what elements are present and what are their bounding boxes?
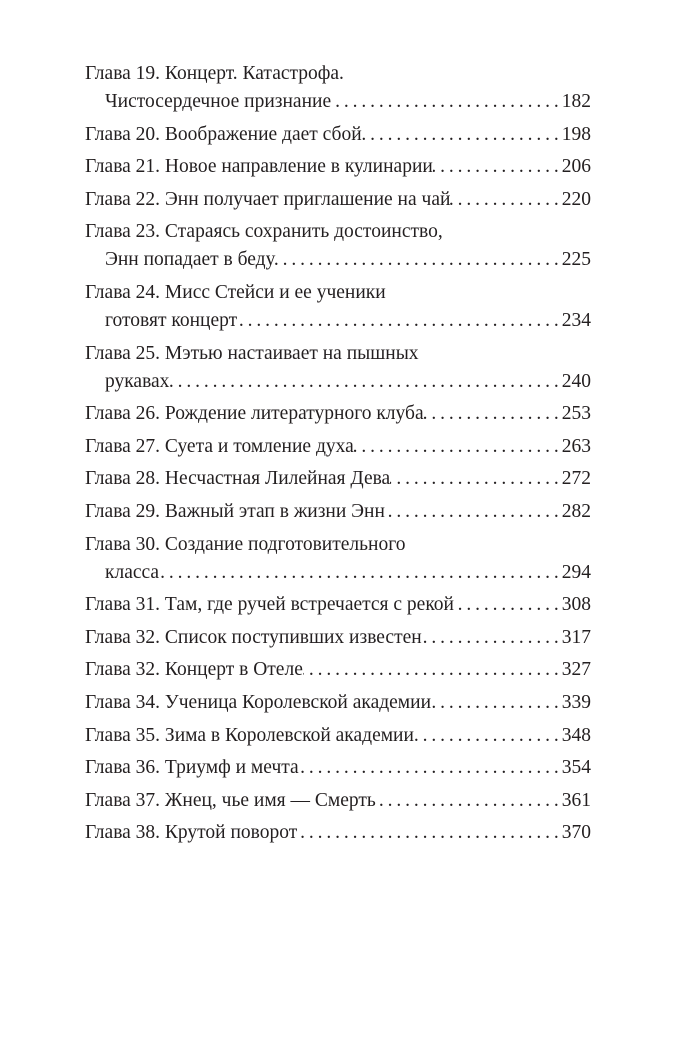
page-number: 361 bbox=[561, 789, 591, 811]
chapter-title: Глава 38. Крутой поворот bbox=[85, 822, 298, 844]
page-number: 198 bbox=[561, 123, 591, 145]
chapter-title: Глава 19. Концерт. Катастрофа. bbox=[85, 63, 344, 84]
toc-entry bbox=[85, 656, 591, 684]
toc-entry-line bbox=[85, 186, 591, 214]
chapter-title: Глава 36. Триумф и мечта bbox=[85, 757, 299, 779]
toc-entry-continuation bbox=[85, 246, 591, 274]
chapter-title: Энн попадает в беду bbox=[105, 249, 276, 271]
chapter-title: Глава 32. Концерт в Отеле bbox=[85, 659, 303, 681]
chapter-title: класса bbox=[105, 561, 160, 583]
toc-entry bbox=[85, 433, 591, 461]
toc-entry-continuation bbox=[85, 88, 591, 116]
chapter-title: Глава 32. Список поступивших известен bbox=[85, 626, 422, 648]
page-number: 282 bbox=[561, 500, 591, 522]
toc-entry bbox=[85, 498, 591, 526]
toc-entry-line bbox=[85, 624, 591, 652]
toc-entry bbox=[85, 279, 591, 335]
toc-entry-line bbox=[85, 121, 591, 149]
dot-leader bbox=[303, 656, 562, 684]
toc-entry-line bbox=[85, 754, 591, 782]
chapter-title: Глава 35. Зима в Королевской академии bbox=[85, 724, 414, 746]
dot-leader bbox=[431, 689, 562, 717]
chapter-title: Глава 24. Мисс Стейси и ее ученики bbox=[85, 281, 386, 303]
toc-entry bbox=[85, 689, 591, 717]
dot-leader bbox=[414, 722, 562, 750]
chapter-title: Чистосердечное признание bbox=[105, 91, 332, 112]
page-number: 348 bbox=[561, 724, 591, 746]
toc-entry-line bbox=[85, 60, 591, 88]
page-number: 339 bbox=[561, 691, 591, 713]
dot-leader bbox=[331, 88, 562, 116]
chapter-title: Глава 27. Суета и томление духа bbox=[85, 435, 354, 457]
page-number: 317 bbox=[561, 626, 591, 648]
toc-entry bbox=[85, 153, 591, 181]
chapter-title: Глава 20. Воображение дает сбой bbox=[85, 123, 362, 145]
toc-entry-line bbox=[85, 722, 591, 750]
chapter-title: Глава 37. Жнец, чье имя — Смерть bbox=[85, 789, 376, 811]
page-number: 308 bbox=[561, 594, 591, 616]
toc-entry-line bbox=[85, 279, 591, 307]
dot-leader bbox=[362, 121, 562, 149]
toc-entry bbox=[85, 218, 591, 274]
dot-leader bbox=[385, 498, 562, 526]
toc-entry-continuation bbox=[85, 559, 591, 587]
toc-entry bbox=[85, 754, 591, 782]
toc-entry bbox=[85, 186, 591, 214]
dot-leader bbox=[376, 787, 562, 815]
chapter-title: рукавах bbox=[105, 370, 170, 392]
toc-entry-line bbox=[85, 656, 591, 684]
dot-leader bbox=[454, 591, 562, 619]
dot-leader bbox=[424, 400, 562, 428]
toc-entry bbox=[85, 787, 591, 815]
chapter-title: Глава 28. Несчастная Лилейная Дева bbox=[85, 468, 391, 490]
toc-entry-line bbox=[85, 433, 591, 461]
toc-entry-continuation bbox=[85, 368, 591, 396]
dot-leader bbox=[433, 153, 562, 181]
page-number: 263 bbox=[561, 435, 591, 457]
toc-entry-line bbox=[85, 689, 591, 717]
dot-leader bbox=[422, 624, 562, 652]
page-number: 370 bbox=[561, 822, 591, 844]
page-number: 234 bbox=[561, 309, 591, 331]
dot-leader bbox=[169, 368, 561, 396]
chapter-title: Глава 23. Стараясь сохранить достоинство, bbox=[85, 221, 443, 243]
toc-entry-line bbox=[85, 787, 591, 815]
dot-leader bbox=[275, 246, 561, 274]
page-number: 354 bbox=[561, 757, 591, 779]
toc-entry bbox=[85, 400, 591, 428]
toc-entry-line bbox=[85, 819, 591, 847]
toc-entry bbox=[85, 60, 591, 116]
toc-entry-line bbox=[85, 400, 591, 428]
dot-leader bbox=[450, 186, 561, 214]
toc-entry-line bbox=[85, 498, 591, 526]
toc-entry-line bbox=[85, 153, 591, 181]
chapter-title: Глава 21. Новое направление в кулинарии bbox=[85, 156, 433, 178]
toc-entry-line bbox=[85, 531, 591, 559]
toc-entry bbox=[85, 340, 591, 396]
page-number: 327 bbox=[561, 659, 591, 681]
toc-entry bbox=[85, 819, 591, 847]
page-number: 294 bbox=[561, 561, 591, 583]
toc-entry bbox=[85, 591, 591, 619]
dot-leader bbox=[299, 754, 562, 782]
toc-entry-line bbox=[85, 340, 591, 368]
chapter-title: Глава 31. Там, где ручей встречается с рекой bbox=[85, 594, 454, 616]
chapter-title: Глава 34. Ученица Королевской академии bbox=[85, 691, 432, 713]
dot-leader bbox=[159, 559, 562, 587]
page-number: 206 bbox=[561, 156, 591, 178]
page-number: 182 bbox=[561, 91, 591, 112]
chapter-title: Глава 30. Создание подготовительного bbox=[85, 533, 406, 555]
chapter-title: готовят концерт bbox=[105, 309, 238, 331]
dot-leader bbox=[354, 433, 562, 461]
toc-entry bbox=[85, 121, 591, 149]
toc-entry-line bbox=[85, 218, 591, 246]
page-number: 225 bbox=[561, 249, 591, 271]
toc-entry bbox=[85, 624, 591, 652]
toc-entry-line bbox=[85, 591, 591, 619]
page-number: 253 bbox=[561, 403, 591, 425]
chapter-title: Глава 25. Мэтью настаивает на пышных bbox=[85, 342, 419, 364]
dot-leader bbox=[297, 819, 561, 847]
toc-entry bbox=[85, 531, 591, 587]
dot-leader bbox=[237, 307, 562, 335]
toc-entry bbox=[85, 465, 591, 493]
table-of-contents bbox=[85, 60, 591, 852]
chapter-title: Глава 22. Энн получает приглашение на чай bbox=[85, 188, 451, 210]
toc-entry-continuation bbox=[85, 307, 591, 335]
dot-leader bbox=[390, 465, 562, 493]
chapter-title: Глава 29. Важный этап в жизни Энн bbox=[85, 500, 385, 522]
toc-entry bbox=[85, 722, 591, 750]
toc-entry-line bbox=[85, 465, 591, 493]
page-number: 272 bbox=[561, 468, 591, 490]
page-number: 240 bbox=[561, 370, 591, 392]
chapter-title: Глава 26. Рождение литературного клуба bbox=[85, 403, 424, 425]
page-number: 220 bbox=[561, 188, 591, 210]
